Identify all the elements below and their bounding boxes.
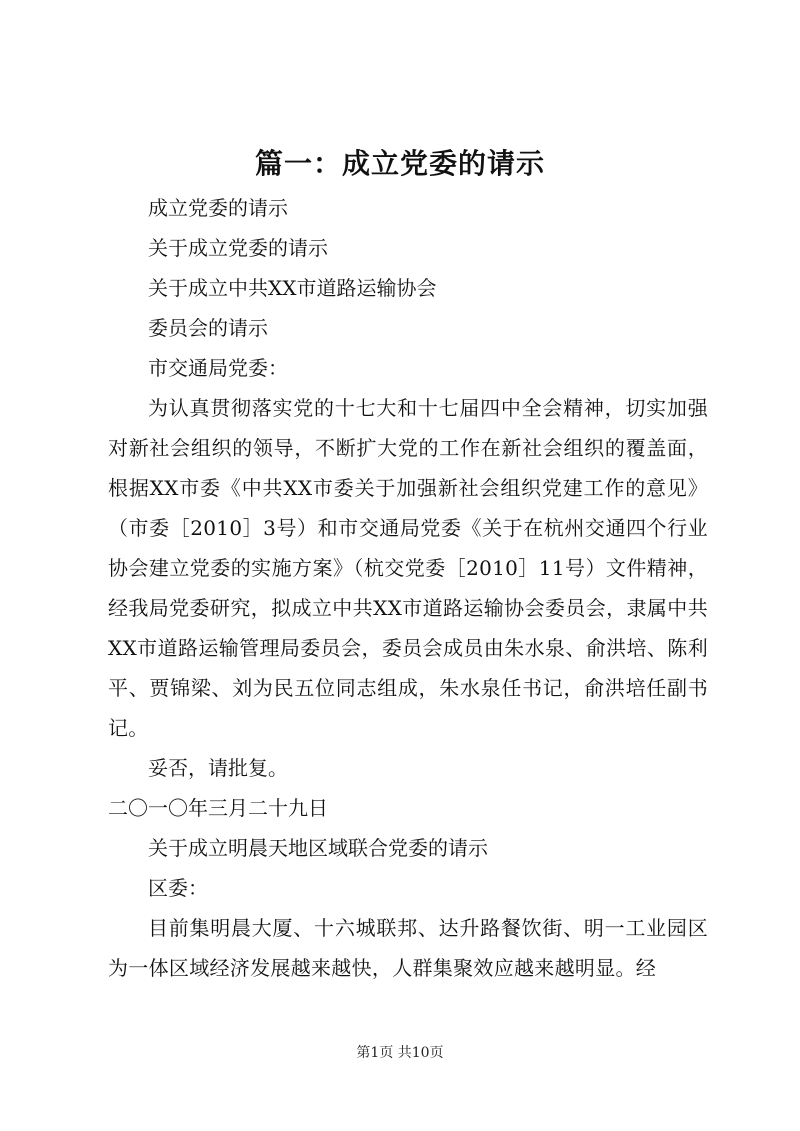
body-paragraph: 为认真贯彻落实党的十七大和十七届四中全会精神，切实加强对新社会组织的领导，不断扩大党的工作在新社会组织的覆盖面，根据XX市委《中共XX市委关于加强新社会组织党建工作的意见》（市委［2010］3号）和市交通局党委《关于在杭州交通四个行业协会建立党委的实施方案》（杭交党委［2010］11号）文件精神，经我局党委研究，拟成立中共XX市道路运输协会委员会，隶属中共XX市道路运输管理局委员会，委员会成员由朱水泉、俞洪培、陈利平、贾锦梁、刘为民五位同志组成，朱水泉任书记，俞洪培任副书记。 — [108, 396, 708, 740]
second-recipient-line: 区委： — [148, 876, 208, 900]
heading-line-2: 关于成立党委的请示 — [148, 236, 328, 260]
heading-line-4: 委员会的请示 — [148, 316, 268, 340]
second-body-paragraph: 目前集明晨大厦、十六城联邦、达升路餐饮街、明一工业园区为一体区域经济发展越来越快，人群集聚效应越来越明显。经 — [108, 916, 708, 980]
document-body — [108, 188, 708, 988]
closing-line: 妥否，请批复。 — [148, 756, 288, 780]
date-line: 二〇一〇年三月二十九日 — [108, 796, 328, 820]
heading-line-1: 成立党委的请示 — [148, 196, 288, 220]
document-title: 篇一：成立党委的请示 — [254, 147, 545, 180]
page-footer: 第1页 共10页 — [356, 1045, 444, 1061]
heading-line-3: 关于成立中共XX市道路运输协会 — [148, 276, 437, 300]
second-request-title: 关于成立明晨天地区域联合党委的请示 — [148, 836, 488, 860]
recipient-line: 市交通局党委： — [148, 356, 288, 380]
